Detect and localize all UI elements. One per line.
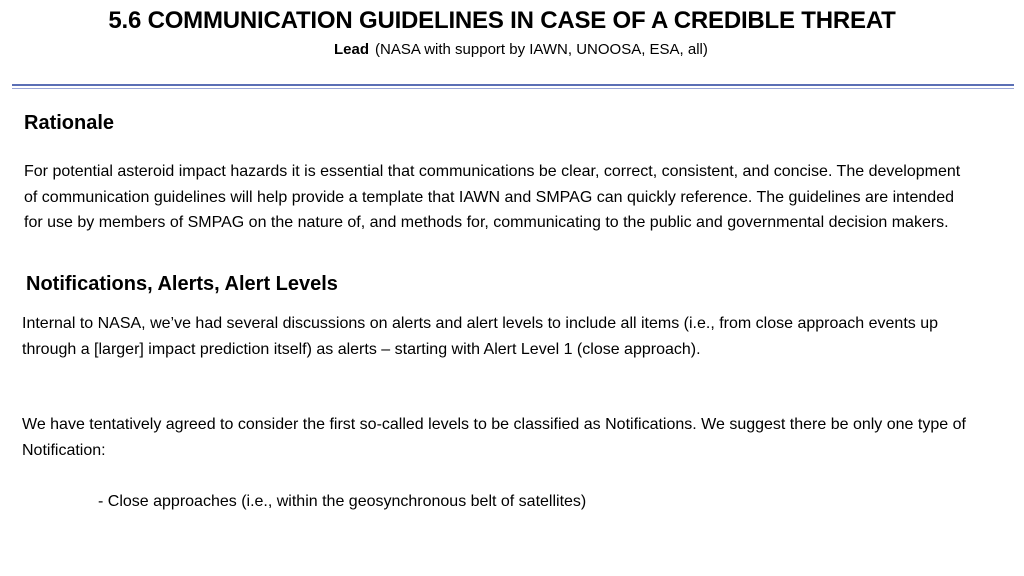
slide-title: 5.6 COMMUNICATION GUIDELINES IN CASE OF A CREDIBLE THREAT [108, 7, 896, 34]
close-approaches-bullet: - Close approaches (i.e., within the geosynchronous belt of satellites) [98, 493, 587, 510]
lead-label: Lead [334, 41, 370, 58]
lead-line [334, 40, 708, 60]
notifications-heading: Notifications, Alerts, Alert Levels [26, 273, 338, 295]
title-divider-underline [12, 88, 1014, 89]
title-divider [12, 84, 1014, 86]
internal-discussion-paragraph: Internal to NASA, we’ve had several discussions on alerts and alert levels to include all items (i.e., from close approach events up through a [larger] impact prediction itself) as alerts – starting with Alert Level 1 (close approach). [22, 315, 939, 358]
tentative-agreement-paragraph: We have tentatively agreed to consider the first so-called levels to be classified as Notifications. We suggest there be only one type of Notification: [22, 416, 966, 459]
lead-text: (NASA with support by IAWN, UNOOSA, ESA, all) [375, 41, 708, 58]
rationale-paragraph: For potential asteroid impact hazards it is essential that communications be clear, correct, consistent, and concise. The development of communication guidelines will help provide a template that IAWN and SMPAG can quickly reference. The guidelines are intended for use by members of SMPAG on the nature of, and methods for, communicating to the public and governmental decision makers. [24, 163, 961, 231]
rationale-heading: Rationale [24, 112, 115, 134]
